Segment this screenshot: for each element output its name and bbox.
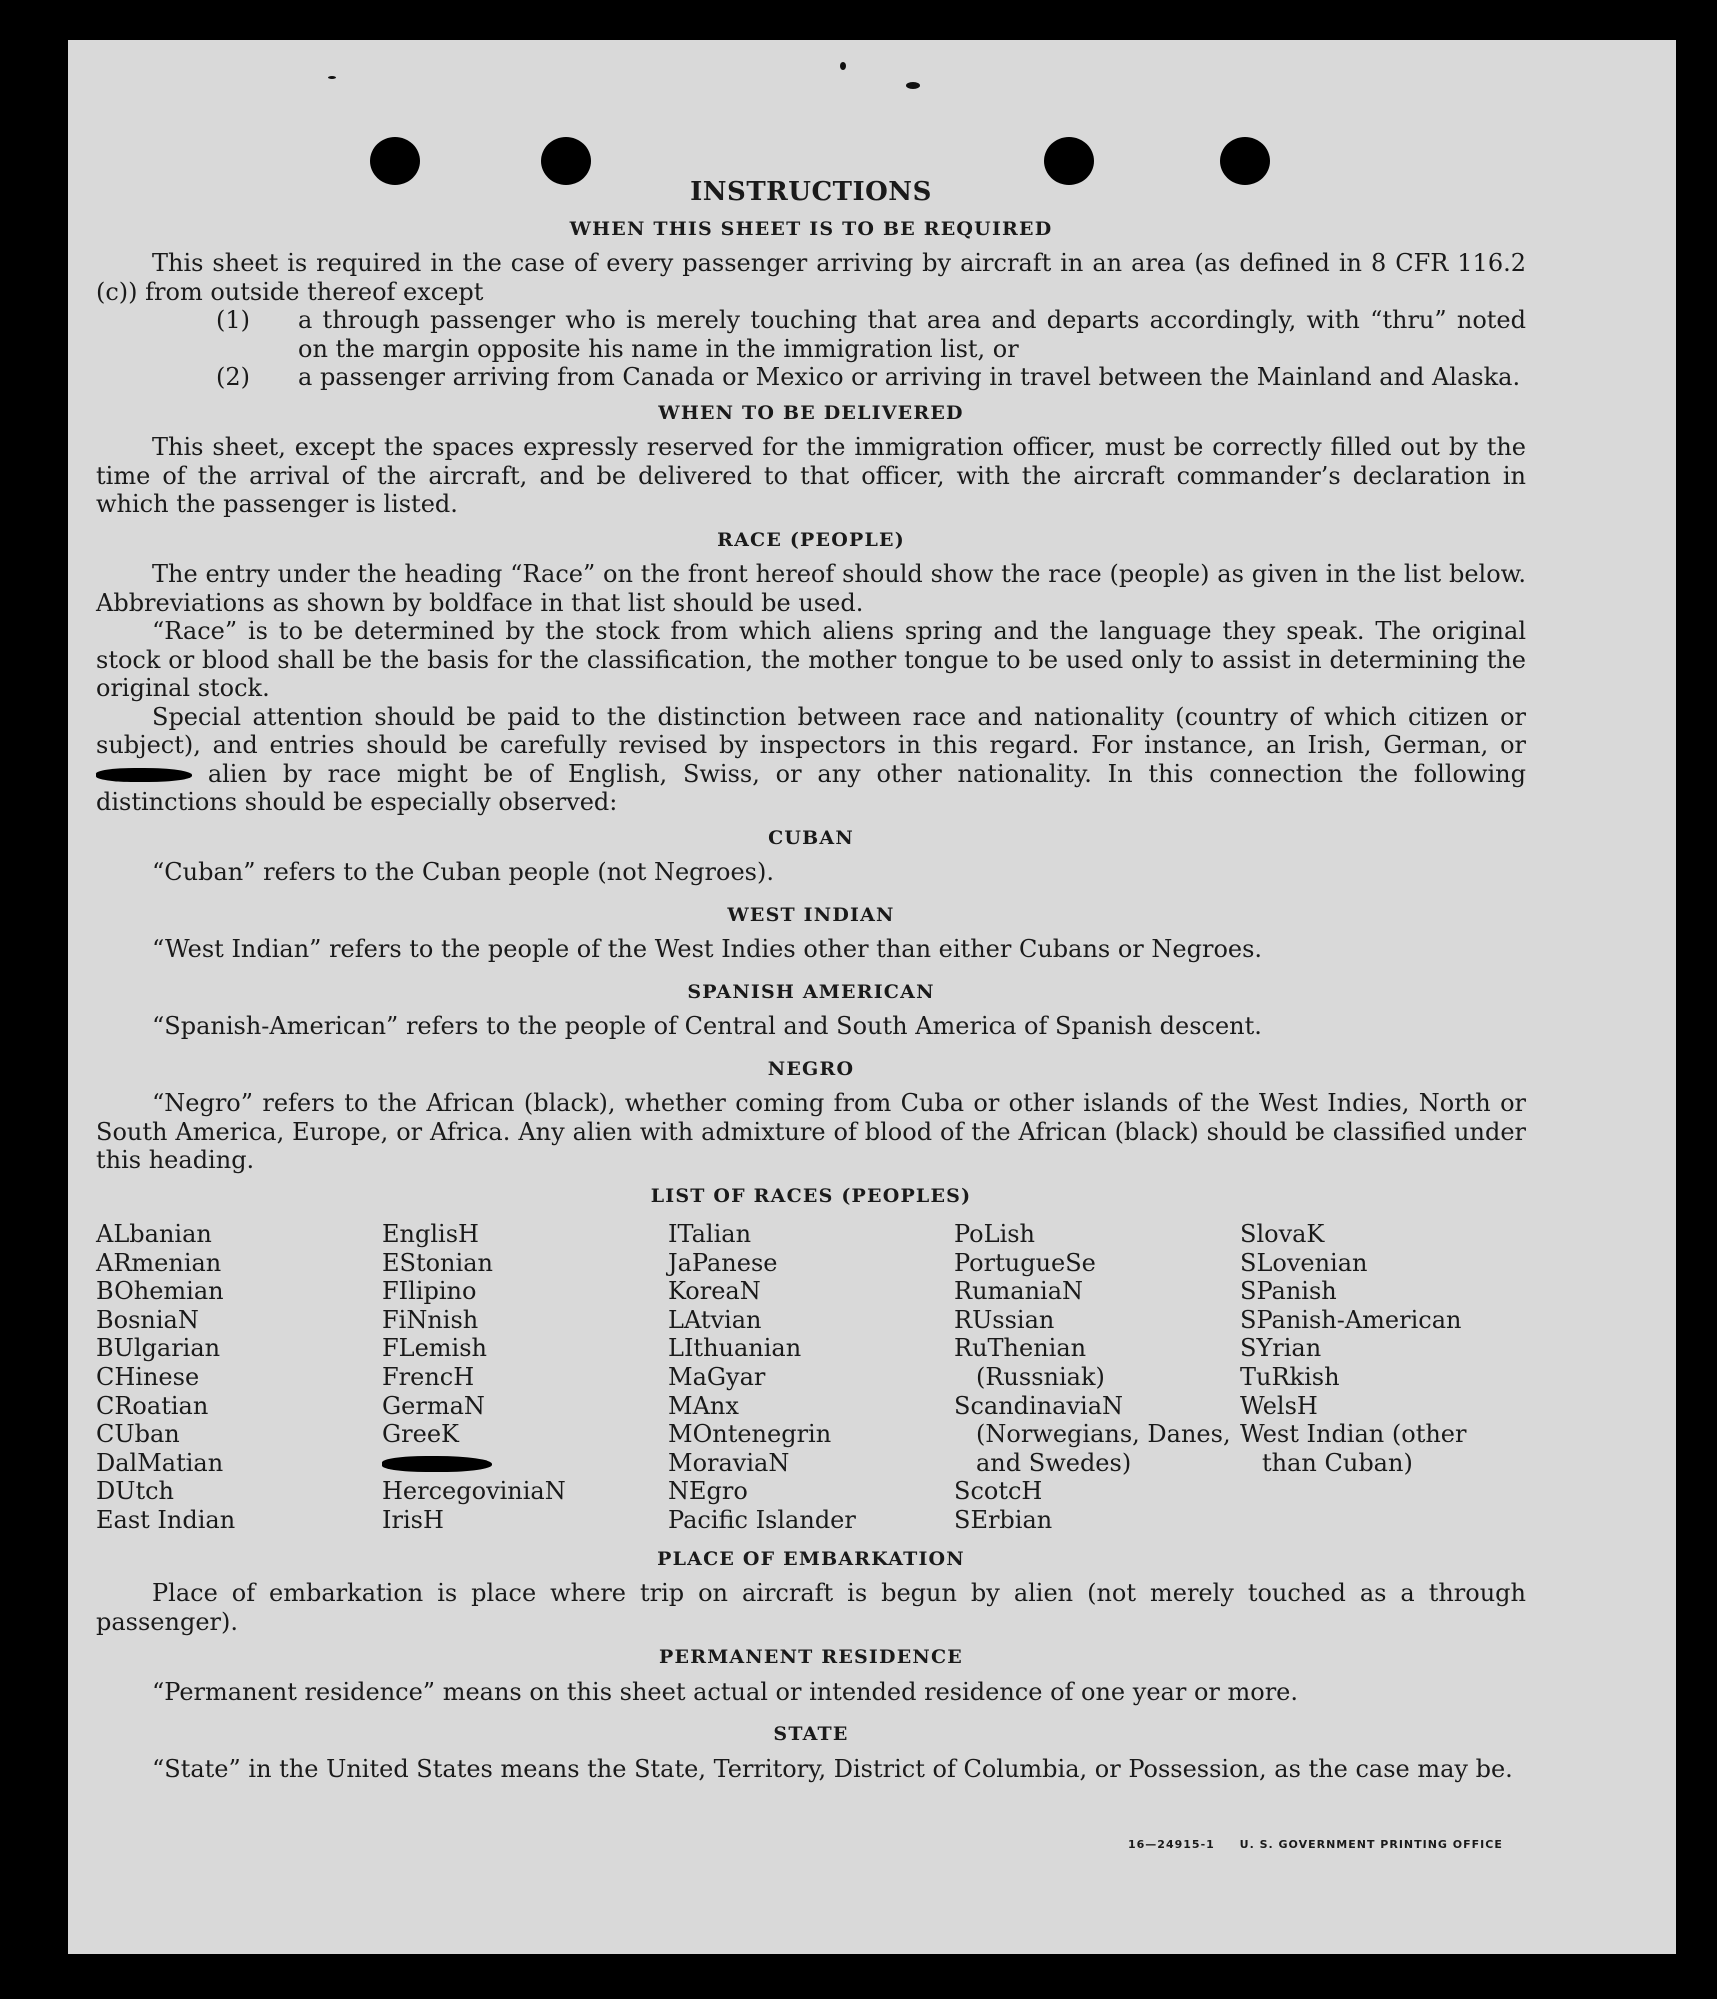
race-entry: CRoatian [96, 1391, 209, 1420]
section-heading: RACE (PEOPLE) [717, 528, 905, 551]
list-item [96, 363, 1526, 392]
race-entry: CHinese [96, 1362, 200, 1391]
section-heading: LIST OF RACES (PEOPLES) [650, 1184, 972, 1207]
paragraph [96, 703, 1526, 817]
section-heading: STATE [773, 1723, 849, 1746]
race-entry: RuThenian (Russniak) [954, 1334, 1105, 1391]
race-entry: JaPanese [668, 1248, 778, 1277]
race-entry: EStonian [382, 1248, 493, 1277]
race-entry: SLovenian [1240, 1248, 1368, 1277]
race-entry: HercegoviniaN [382, 1477, 566, 1506]
race-entry: ALbanian [96, 1220, 212, 1248]
paragraph: “Negro” refers to the African (black), whether coming from Cuba or other islands of the West Indies, North or South America, Europe, or Africa. Any alien with admixture of blood of the African (black) should be classified under this heading. [96, 1089, 1526, 1174]
race-entry: LIthuanian [668, 1334, 802, 1363]
paragraph: “Permanent residence” means on this sheet actual or intended residence of one year or more. [152, 1677, 1298, 1706]
paragraph: “Spanish-American” refers to the people of Central and South America of Spanish descent. [152, 1012, 1262, 1040]
race-entry: DUtch [96, 1477, 175, 1506]
race-entry: PoLish [954, 1220, 1036, 1248]
section-heading: NEGRO [767, 1057, 855, 1080]
race-entry: ScandinaviaN (Norwegians, Danes, and Swedes) [954, 1391, 1231, 1477]
paragraph: “West Indian” refers to the people of the West Indies other than either Cubans or Negroes. [152, 935, 1263, 963]
race-entry: IrisH [382, 1505, 444, 1534]
race-entry: PortugueSe [954, 1248, 1096, 1277]
race-entry: FrencH [382, 1362, 475, 1391]
item-text: a passenger arriving from Canada or Mexico or arriving in travel between the Mainland and Alaska. [298, 363, 1521, 391]
paragraph: “State” in the United States means the State, Territory, District of Columbia, or Possession, as the case may be. [152, 1754, 1513, 1783]
race-entry: SYrian [1240, 1334, 1322, 1363]
race-entry: ARmenian [96, 1248, 222, 1277]
race-entry: CUban [96, 1420, 180, 1449]
race-entry: BUlgarian [96, 1334, 221, 1363]
race-entry: TuRkish [1240, 1362, 1340, 1391]
race-entry: NEgro [668, 1477, 748, 1506]
race-entry: Pacific Islander [668, 1505, 856, 1534]
race-entry: SPanish [1240, 1277, 1337, 1306]
paragraph: The entry under the heading “Race” on the front hereof should show the race (people) as given in the list below. Abbreviations as shown by boldface in that list should be used. [96, 560, 1526, 617]
section-heading: WHEN TO BE DELIVERED [658, 401, 964, 424]
section-heading: WHEN THIS SHEET IS TO BE REQUIRED [569, 217, 1053, 240]
paragraph: “Cuban” refers to the Cuban people (not Negroes). [152, 858, 774, 886]
redaction-mark [96, 768, 192, 782]
race-entry: EnglisH [382, 1220, 479, 1248]
race-entry: RUssian [954, 1305, 1055, 1334]
race-entry: MoraviaN [668, 1448, 790, 1477]
list-item [96, 306, 1526, 363]
races-column [1240, 1220, 1526, 1535]
race-entry: ITalian [668, 1220, 752, 1248]
race-entry: East Indian [96, 1505, 236, 1534]
section-heading: PERMANENT RESIDENCE [659, 1646, 963, 1669]
speck [840, 62, 846, 70]
race-entry: ScotcH [954, 1477, 1043, 1506]
page-title: INSTRUCTIONS [690, 177, 932, 207]
item-number: (1) [216, 306, 250, 334]
race-entry: BOhemian [96, 1277, 224, 1306]
item-text: a through passenger who is merely touching that area and departs accordingly, with “thru” noted on the margin opposite his name in the immigration list, or [298, 306, 1526, 363]
form-number: 16—24915-1 [1128, 1838, 1215, 1851]
paragraph: “Race” is to be determined by the stock from which aliens spring and the language they speak. The original stock or blood shall be the basis for the classification, the mother tongue to be used only to assist in determining the original stock. [96, 617, 1526, 702]
redaction-mark [382, 1456, 492, 1472]
races-column [954, 1220, 1240, 1535]
races-list [96, 1220, 1526, 1535]
race-entry: WelsH [1240, 1391, 1318, 1420]
race-entry: DalMatian [96, 1448, 224, 1477]
printer-imprint: U. S. GOVERNMENT PRINTING OFFICE [1239, 1838, 1503, 1851]
race-entry: FiNnish [382, 1305, 479, 1334]
form-footer [1128, 1838, 1523, 1851]
race-entry: KoreaN [668, 1277, 761, 1306]
race-entry: GreeK [382, 1420, 459, 1449]
speck [906, 82, 920, 89]
paragraph-part: alien by race might be of English, Swiss, or any other nationality. In this connection the following distinctions should be especially observed: [96, 759, 1526, 816]
race-entry: LAtvian [668, 1305, 762, 1334]
section-heading: WEST INDIAN [727, 903, 895, 926]
race-entry: West Indian (other than Cuban) [1240, 1420, 1467, 1477]
document-sheet [68, 40, 1676, 1954]
race-entry: MOntenegrin [668, 1420, 832, 1449]
section-heading: CUBAN [768, 826, 854, 849]
paragraph-part: Special attention should be paid to the distinction between race and nationality (country of which citizen or subject), and entries should be carefully revised by inspectors in this regard. For instance, an Irish, German, or [96, 702, 1526, 759]
speck [328, 76, 336, 79]
race-entry-redacted [382, 1449, 668, 1478]
race-entry: SPanish-American [1240, 1305, 1462, 1334]
paragraph: Place of embarkation is place where trip on aircraft is begun by alien (not merely touched as a through passenger). [96, 1579, 1526, 1636]
race-entry: MAnx [668, 1391, 739, 1420]
item-number: (2) [216, 363, 250, 391]
races-column [668, 1220, 954, 1535]
race-entry: MaGyar [668, 1362, 766, 1391]
races-column [382, 1220, 668, 1535]
race-entry: FLemish [382, 1334, 487, 1363]
paragraph: This sheet, except the spaces expressly reserved for the immigration officer, must be correctly filled out by the time of the arrival of the aircraft, and be delivered to that officer, with the aircraft commander’s declaration in which the passenger is listed. [96, 433, 1526, 518]
section-heading: SPANISH AMERICAN [687, 980, 935, 1003]
instructions-body [96, 172, 1526, 1783]
paragraph: This sheet is required in the case of every passenger arriving by aircraft in an area (as defined in 8 CFR 116.2 (c)) from outside thereof except [96, 249, 1526, 306]
race-entry: BosniaN [96, 1305, 199, 1334]
race-entry: FIlipino [382, 1277, 477, 1306]
races-column [96, 1220, 382, 1535]
race-entry: GermaN [382, 1391, 485, 1420]
race-entry: RumaniaN [954, 1277, 1084, 1306]
race-entry: SlovaK [1240, 1220, 1325, 1248]
race-entry: SErbian [954, 1505, 1053, 1534]
section-heading: PLACE OF EMBARKATION [657, 1547, 965, 1570]
